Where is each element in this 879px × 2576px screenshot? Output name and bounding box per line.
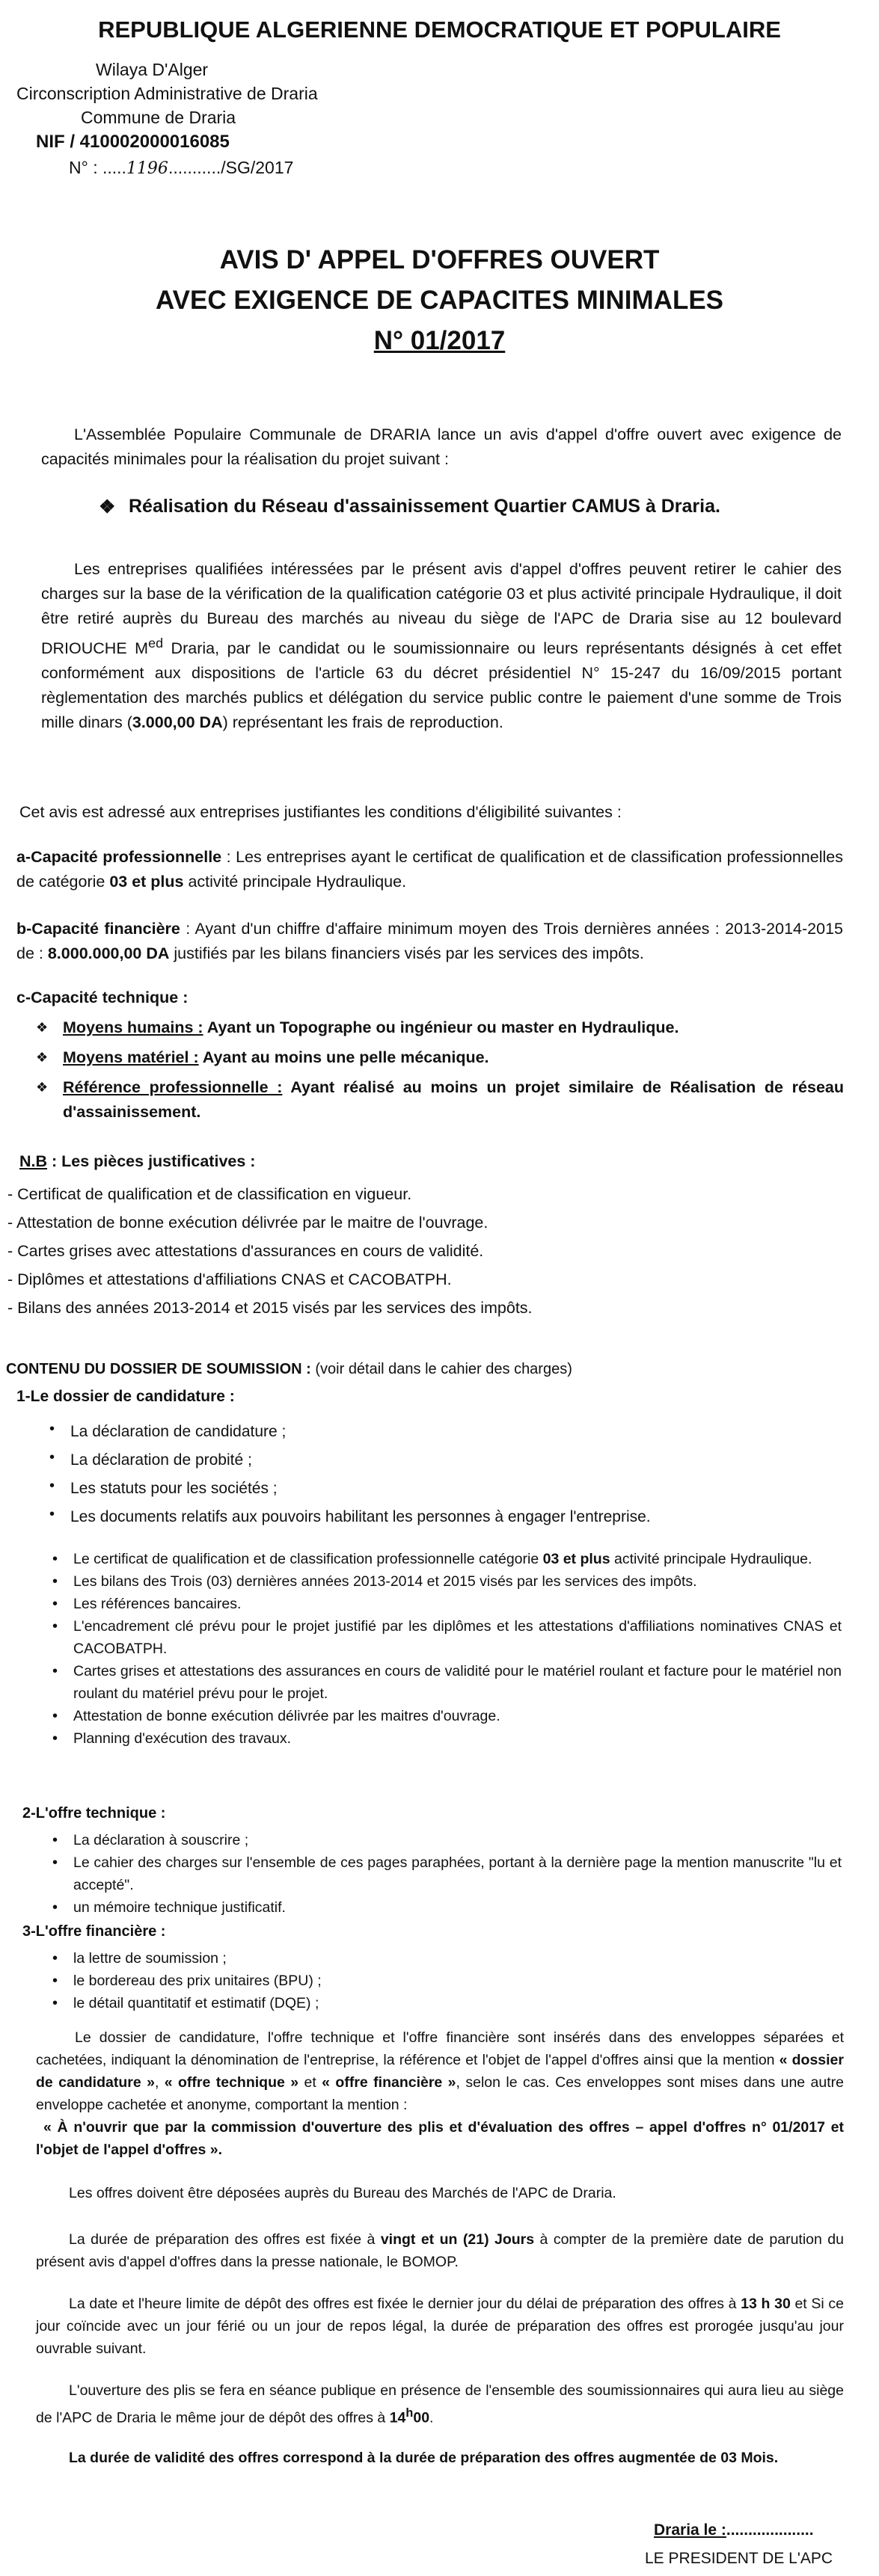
ouverture-min: 00 (413, 2409, 430, 2426)
list-item-text: un mémoire technique justificatif. (73, 1899, 286, 1916)
item-text: activité principale Hydraulique. (610, 1551, 812, 1567)
bullet-icon: • (52, 1573, 58, 1590)
duree-bold: vingt et un (21) Jours (380, 2231, 535, 2248)
ouverture-text: L'ouverture des plis se fera en séance publique en présence de l'ensemble des soumissionnaires qui aura lieu au siège de l'APC de Draria le même jour de dépôt des offres à (36, 2382, 844, 2426)
duree-text: à compter de la première date de parution du présent avis d'appel d'offres dans la presse nationale, le BOMOP. (36, 2231, 844, 2270)
enveloppes-text: , (154, 2074, 165, 2091)
contenu-title: CONTENU DU DOSSIER DE SOUMISSION : (6, 1361, 311, 1377)
title-line-1: AVIS D' APPEL D'OFFRES OUVERT (219, 245, 660, 274)
candidature-list-a (49, 1418, 842, 1531)
retrait-text-3: ) représentant les frais de reproduction. (222, 713, 503, 732)
ouverture-sup: h (405, 2406, 414, 2420)
bullet-icon: • (52, 1973, 58, 1989)
signature-role: LE PRESIDENT DE L'APC (645, 2550, 833, 2567)
moyens-materiel-text: Ayant au moins une pelle mécanique. (198, 1048, 489, 1066)
diamond-bullet-icon: ❖ (36, 1080, 49, 1095)
capacite-technique-item (36, 1015, 844, 1040)
capacite-b-label: b-Capacité financière (16, 920, 180, 938)
capacite-b-bold: 8.000.000,00 DA (47, 944, 170, 962)
signature-place-label: Draria le : (654, 2521, 726, 2539)
circonscription-line: Circonscription Administrative de Draria (16, 84, 318, 103)
list-item-text: Cartes grises et attestations des assurances en cours de validité pour le matériel roulant et facture pour le matériel non roulant du matériel prévu pour le projet. (73, 1663, 842, 1702)
limite-paragraph (36, 2293, 844, 2360)
list-item-text: la lettre de soumission ; (73, 1950, 227, 1967)
list-item-text: le détail quantitatif et estimatif (DQE) ; (73, 1995, 319, 2011)
depot-paragraph: Les offres doivent être déposées auprès du Bureau des Marchés de l'APC de Draria. (69, 2185, 616, 2201)
limite-text: La date et l'heure limite de dépôt des offres est fixée le dernier jour du délai de préparation des offres à (69, 2296, 741, 2312)
enveloppes-bold: « dossier de candidature » (36, 2052, 844, 2091)
retrait-text-2: Draria, par le candidat ou le soumissionnaire ou leurs représentants désignés à cet effet conformément aux dispositions de l'article 63 du décret présidentiel N° 15-247 du 16/09/2015 portant règlementation des marchés publics et délégation du service public contre le paiement d'une somme de Trois mille dinars ( (41, 639, 842, 732)
item-bold: 03 et plus (542, 1551, 610, 1567)
numero-handwritten: 1196 (126, 159, 168, 178)
nb-title: : Les pièces justificatives : (47, 1152, 256, 1170)
enveloppes-text: et (298, 2074, 322, 2091)
numero-suffix: .........../SG/2017 (168, 158, 294, 177)
list-item (52, 1548, 842, 1570)
enveloppes-bold: « offre financière » (322, 2074, 456, 2091)
capacite-b-text-1: : Ayant d'un chiffre d'affaire minimum moyen des Trois dernières années : 2013-2014-2015 de : (16, 920, 843, 962)
validite-paragraph: La durée de validité des offres correspond à la durée de préparation des offres augmentée de 03 Mois. (69, 2450, 779, 2466)
nb-item: - Diplômes et attestations d'affiliations CNAS et CACOBATPH. (7, 1270, 452, 1288)
nb-label: N.B (19, 1152, 48, 1170)
list-item-text: Planning d'exécution des travaux. (73, 1730, 291, 1747)
list-item-text: La déclaration de probité ; (70, 1451, 252, 1469)
list-item (52, 1570, 842, 1593)
bullet-icon: • (52, 1618, 58, 1635)
list-item (52, 1593, 842, 1615)
retrait-amount: 3.000,00 DA (132, 713, 223, 732)
bullet-icon: • (52, 1950, 58, 1967)
title-number (0, 326, 879, 356)
capacite-b-text-2: justifiés par les bilans financiers visés par les services des impôts. (169, 944, 644, 962)
capacite-technique-text (63, 1075, 844, 1125)
bullet-icon: • (52, 1596, 58, 1612)
bullet-icon: • (49, 1506, 55, 1522)
moyens-humains-text: Ayant un Topographe ou ingénieur ou master en Hydraulique. (203, 1018, 679, 1036)
capacite-technique-item (36, 1045, 844, 1070)
enveloppes-text: , selon le cas. Ces enveloppes sont mises dans une autre enveloppe cachetée et anonyme, comportant la mention : (36, 2074, 844, 2113)
bullet-icon: • (52, 1899, 58, 1916)
bullet-icon: • (49, 1449, 55, 1466)
title-number-text: N° 01/2017 (373, 326, 506, 355)
list-item (52, 1727, 842, 1750)
list-item (52, 1992, 842, 2014)
bullet-icon: • (52, 1854, 58, 1871)
list-item-text: La déclaration de candidature ; (70, 1423, 287, 1440)
nif-line: NIF / 410002000016085 (36, 132, 230, 152)
offre-technique-list (52, 1829, 842, 1919)
wilaya-line: Wilaya D'Alger (96, 60, 209, 79)
enveloppes-text: Le dossier de candidature, l'offre technique et l'offre financière sont insérés dans des enveloppes séparées et cachetées, indiquant la dénomination de l'entreprise, la référence et l'objet de l'appel d'offres ainsi que la mention (36, 2029, 844, 2068)
capacite-technique-text (63, 1015, 844, 1040)
capacite-a-bold: 03 et plus (109, 873, 184, 891)
capacite-technique-label: c-Capacité technique : (16, 989, 189, 1006)
list-item-text: Les références bancaires. (73, 1596, 242, 1612)
list-item (52, 1615, 842, 1660)
dossier-candidature-title: 1-Le dossier de candidature : (16, 1388, 235, 1405)
commune-line: Commune de Draria (81, 108, 236, 127)
list-item (52, 1851, 842, 1896)
capacite-a-label: a-Capacité professionnelle (16, 848, 222, 866)
contenu-note: (voir détail dans le cahier des charges) (310, 1361, 572, 1377)
limite-bold: 13 h 30 (741, 2296, 791, 2312)
capacite-technique-list (36, 1015, 844, 1125)
retrait-sup: ed (148, 636, 164, 651)
capacite-a-text-1: : Les entreprises ayant le certificat de qualification et de classification professionnelles de catégorie (16, 848, 843, 891)
duree-paragraph (36, 2228, 844, 2273)
nb-list (7, 1180, 533, 1322)
enveloppes-bold: « offre technique » (164, 2074, 299, 2091)
reference-text: Ayant réalisé au moins un projet similaire de Réalisation de réseau d'assainissement. (63, 1078, 844, 1121)
contenu-heading (6, 1361, 572, 1378)
list-item (52, 1896, 842, 1919)
list-item-text: Attestation de bonne exécution délivrée par les maitres d'ouvrage. (73, 1708, 500, 1724)
bullet-icon: • (49, 1421, 55, 1437)
diamond-bullet-icon: ❖ (36, 1050, 49, 1065)
signature-place (654, 2521, 814, 2539)
bullet-icon: • (52, 1730, 58, 1747)
item-text: Le certificat de qualification et de classification professionnelle catégorie (73, 1551, 543, 1567)
capacite-technique-item (36, 1075, 844, 1125)
list-item (49, 1475, 842, 1503)
nb-item: - Attestation de bonne exécution délivrée par le maitre de l'ouvrage. (7, 1214, 488, 1232)
bullet-icon: • (52, 1708, 58, 1724)
list-item-text: Le cahier des charges sur l'ensemble de ces pages paraphées, portant à la dernière page la mention manuscrite "lu et accepté". (73, 1854, 842, 1893)
nb-heading (19, 1152, 255, 1171)
ouverture-paragraph (36, 2379, 844, 2429)
diamond-bullet-icon: ❖ (99, 497, 116, 517)
list-item-text: Les bilans des Trois (03) dernières années 2013-2014 et 2015 visés par les services des impôts. (73, 1573, 697, 1590)
list-item (52, 1947, 842, 1970)
diamond-bullet-icon: ❖ (36, 1020, 49, 1035)
duree-text: La durée de préparation des offres est fixée à (69, 2231, 381, 2248)
numero-prefix: N° : ..... (69, 158, 126, 177)
bullet-icon: • (52, 1551, 58, 1567)
reference-label: Référence professionnelle : (63, 1078, 283, 1096)
list-item-text: le bordereau des prix unitaires (BPU) ; (73, 1973, 322, 1989)
capacite-professionnelle (16, 845, 843, 894)
bullet-icon: • (49, 1478, 55, 1494)
list-item-text: Les documents relatifs aux pouvoirs habilitant les personnes à engager l'entreprise. (70, 1508, 651, 1525)
list-item-text: La déclaration à souscrire ; (73, 1832, 249, 1848)
list-item-text (73, 1548, 842, 1570)
list-item (49, 1418, 842, 1446)
capacite-financiere (16, 917, 843, 966)
offre-technique-title: 2-L'offre technique : (22, 1805, 166, 1822)
signature-dots: .................... (726, 2521, 814, 2539)
moyens-materiel-label: Moyens matériel : (63, 1048, 199, 1066)
nb-item: - Certificat de qualification et de classification en vigueur. (7, 1185, 412, 1203)
republic-heading: REPUBLIQUE ALGERIENNE DEMOCRATIQUE ET POPULAIRE (98, 16, 781, 43)
ouverture-hour: 14 (389, 2409, 406, 2426)
candidature-list-b (52, 1548, 842, 1750)
list-item-text: Les statuts pour les sociétés ; (70, 1480, 278, 1497)
list-item (49, 1446, 842, 1475)
enveloppes-mention: « À n'ouvrir que par la commission d'ouverture des plis et d'évaluation des offres – appel d'offres n° 01/2017 et l'objet de l'appel d'offres ». (36, 2119, 844, 2158)
capacite-technique-text (63, 1045, 844, 1070)
project-line (99, 496, 720, 518)
bullet-icon: • (52, 1995, 58, 2011)
capacite-a-text-2: activité principale Hydraulique. (183, 873, 407, 891)
limite-text: et Si ce jour coïncide avec un jour férié ou un jour de repos légal, la durée de préparation des offres est prorogée jusqu'au jour ouvrable suivant. (36, 2296, 844, 2357)
moyens-humains-label: Moyens humains : (63, 1018, 203, 1036)
list-item (52, 1829, 842, 1851)
list-item (52, 1705, 842, 1727)
bullet-icon: • (52, 1663, 58, 1679)
offre-financiere-title: 3-L'offre financière : (22, 1923, 166, 1940)
ouverture-text: . (429, 2409, 434, 2426)
intro-paragraph: L'Assemblée Populaire Communale de DRARIA lance un avis d'appel d'offre ouvert avec exigence de capacités minimales pour la réalisation du projet suivant : (41, 425, 842, 468)
offre-financiere-list (52, 1947, 842, 2014)
retrait-text-1: Les entreprises qualifiées intéressées par le présent avis d'appel d'offres peuvent retirer le cahier des charges sur la base de la vérification de la qualification catégorie 03 et plus activité principale Hydraulique, il doit être retiré auprès du Bureau des marchés au niveau du siège de l'APC de Draria sise au 12 boulevard DRIOUCHE M (41, 560, 842, 658)
nb-item: - Cartes grises avec attestations d'assurances en cours de validité. (7, 1242, 484, 1260)
project-title: Réalisation du Réseau d'assainissement Quartier CAMUS à Draria. (129, 496, 720, 517)
retrait-paragraph (41, 557, 842, 735)
bullet-icon: • (52, 1832, 58, 1848)
list-item (49, 1503, 842, 1531)
nb-item: - Bilans des années 2013-2014 et 2015 visés par les services des impôts. (7, 1299, 533, 1317)
list-item (52, 1970, 842, 1992)
title-line-2: AVEC EXIGENCE DE CAPACITES MINIMALES (155, 286, 724, 315)
enveloppes-paragraph (36, 2026, 844, 2116)
list-item (52, 1660, 842, 1705)
numero-line (69, 158, 293, 178)
eligibilite-intro: Cet avis est adressé aux entreprises justifiantes les conditions d'éligibilité suivantes : (19, 803, 622, 821)
list-item-text: L'encadrement clé prévu pour le projet justifié par les diplômes et les attestations d'affiliations nominatives CNAS et CACOBATPH. (73, 1618, 842, 1657)
